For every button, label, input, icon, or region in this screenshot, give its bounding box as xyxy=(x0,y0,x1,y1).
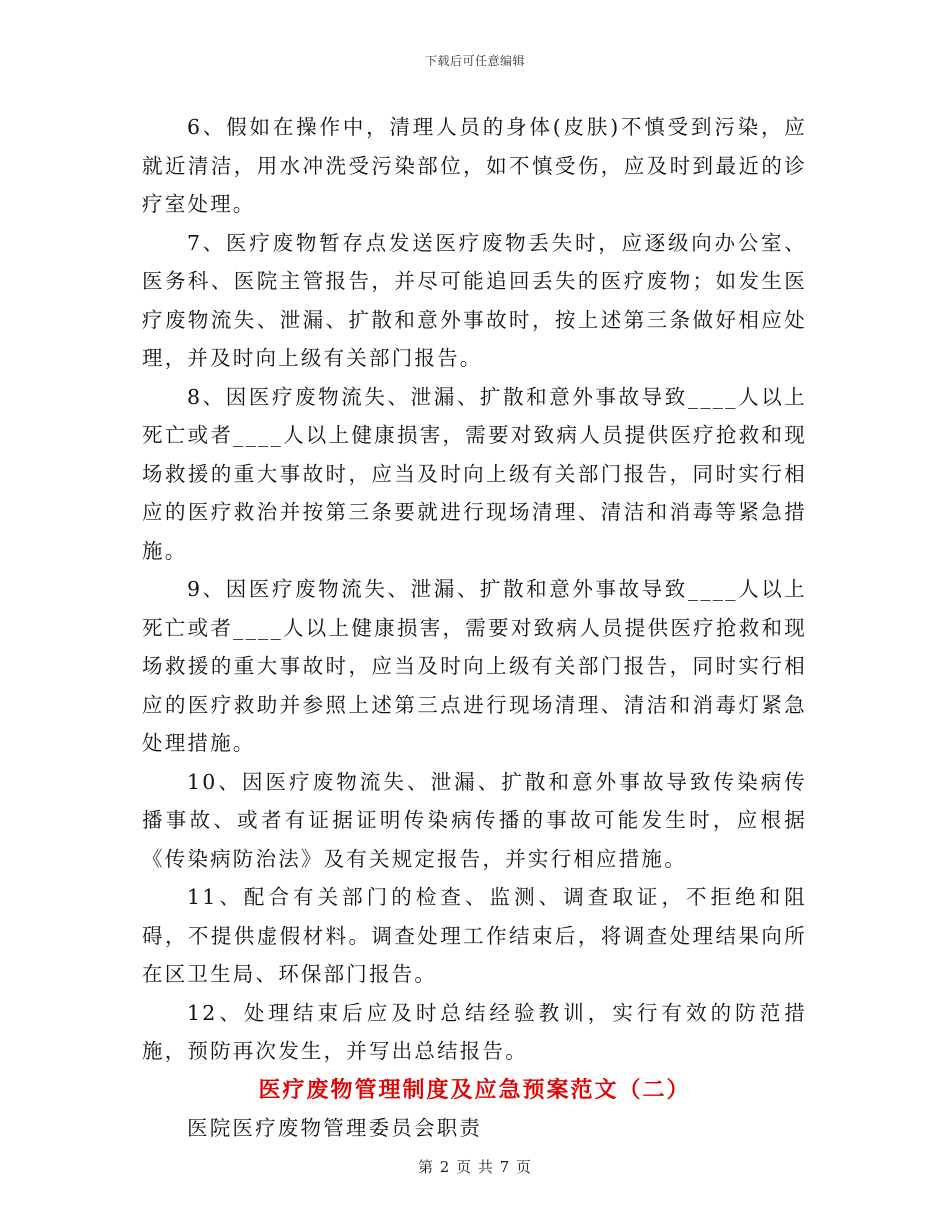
page-number-footer: 第 2 页 共 7 页 xyxy=(418,1158,532,1176)
paragraph-item-12: 12、处理结束后应及时总结经验教训，实行有效的防范措施，预防再次发生，并写出总结报告。 xyxy=(142,1000,807,1063)
paragraph-item-7: 7、医疗废物暂存点发送医疗废物丢失时，应逐级向办公室、医务科、医院主管报告，并尽可能追回丢失的医疗废物；如发生医疗废物流失、泄漏、扩散和意外事故时，按上述第三条做好相应处理，并及时向上级有关部门报告。 xyxy=(142,230,807,370)
paragraph-item-10: 10、因医疗废物流失、泄漏、扩散和意外事故导致传染病传播事故、或者有证据证明传染病传播的事故可能发生时，应根据《传染病防治法》及有关规定报告，并实行相应措施。 xyxy=(142,769,807,871)
paragraph-item-6: 6、假如在操作中，清理人员的身体(皮肤)不慎受到污染，应就近清洁，用水冲洗受污染部位，如不慎受伤，应及时到最近的诊疗室处理。 xyxy=(142,115,807,216)
page-header-note: 下载后可任意编辑 xyxy=(424,54,525,68)
document-body xyxy=(142,108,807,1148)
section-subtitle: 医院医疗废物管理委员会职责 xyxy=(187,1116,483,1140)
paragraph-item-9: 9、因医疗废物流失、泄漏、扩散和意外事故导致____人以上死亡或者____人以上健康损害，需要对致病人员提供医疗抢救和现场救援的重大事故时，应当及时向上级有关部门报告，同时实行相应的医疗救助并参照上述第三点进行现场清理、清洁和消毒灯紧急处理措施。 xyxy=(142,577,807,755)
section-title: 医疗废物管理制度及应急预案范文（二） xyxy=(258,1076,691,1103)
paragraph-item-8: 8、因医疗废物流失、泄漏、扩散和意外事故导致____人以上死亡或者____人以上健康损害，需要对致病人员提供医疗抢救和现场救援的重大事故时，应当及时向上级有关部门报告，同时实行相应的医疗救治并按第三条要就进行现场清理、清洁和消毒等紧急措施。 xyxy=(142,384,807,563)
paragraph-item-11: 11、配合有关部门的检查、监测、调查取证，不拒绝和阻碍，不提供虚假材料。调查处理工作结束后，将调查处理结果向所在区卫生局、环保部门报告。 xyxy=(142,885,807,986)
